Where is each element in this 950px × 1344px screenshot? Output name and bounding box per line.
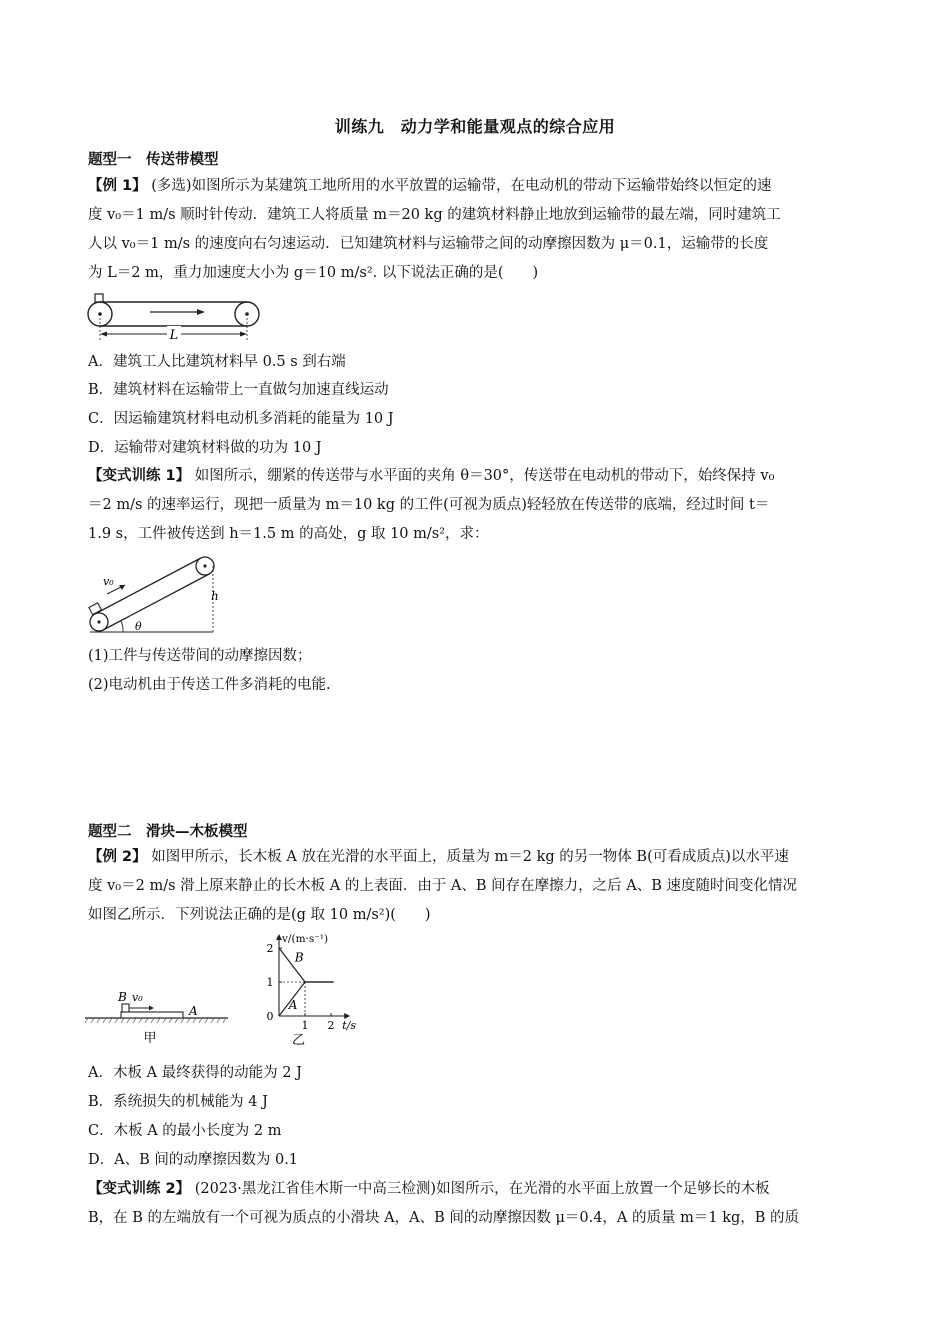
y-tick-label: 2 [266,942,274,955]
variant1-tag: 【变式训练 1】 [88,468,191,484]
example1-text-1: (多选)如图所示为某建筑工地所用的水平放置的运输带，在电动机的带动下运输带始终以恒定的速 [151,178,772,194]
material-block [95,294,103,302]
fig-jia-caption: 甲 [143,1031,157,1046]
example2-option-a: A．木板 A 最终获得的动能为 2 J [88,1065,302,1081]
board-a [121,1012,183,1018]
angle-label: θ [135,620,142,633]
example2-option-d: D．A、B 间的动摩擦因数为 0.1 [88,1152,299,1168]
length-label: L [169,328,179,343]
example1-line-3: 人以 v₀＝1 m/s 的速度向右匀速运动．已知建筑材料与运输带之间的动摩擦因数为 μ＝0.1，运输带的长度 [88,236,769,252]
example1-option-a: A．建筑工人比建筑材料早 0.5 s 到右端 [88,354,346,370]
variant1-line-3: 1.9 s，工件被传送到 h＝1.5 m 的高处，g 取 10 m/s²，求： [88,526,489,542]
page-title: 训练九 动力学和能量观点的综合应用 [334,117,616,136]
example2-option-b: B．系统损失的机械能为 4 J [88,1094,268,1110]
variant1-text-1: 如图所示，绷紧的传送带与水平面的夹角 θ＝30°，传送带在电动机的带动下，始终保持 v₀ [194,468,775,484]
example2-line-1 [88,847,789,867]
series-b-label: B [294,950,304,965]
y-axis-label: v/(m·s⁻¹) [282,933,329,945]
horizontal-conveyor-figure [85,290,265,346]
example2-tag: 【例 2】 [88,849,147,865]
series-a-line [279,982,334,1016]
board-slider-figure [85,975,235,1047]
example1-line-2: 度 v₀＝1 m/s 顺时针传动．建筑工人将质量 m＝20 kg 的建筑材料静止地放到运输带的最左端，同时建筑工 [88,207,781,223]
variant1-question-2: (2)电动机由于传送工件多消耗的电能. [88,677,331,693]
example2-option-c: C．木板 A 的最小长度为 2 m [88,1123,282,1139]
example1-option-d: D．运输带对建筑材料做的功为 10 J [88,440,322,456]
inclined-conveyor-figure [85,552,230,634]
y-tick-label: 0 [266,1010,274,1023]
block-b [122,1004,129,1012]
x-tick-label: 1 [301,1019,309,1032]
variant1-question-1: (1)工件与传送带间的动摩擦因数； [88,648,312,664]
fig-yi-caption: 乙 [291,1033,306,1048]
section-heading-2: 题型二 滑块—木板模型 [88,824,248,840]
section-heading-1: 题型一 传送带模型 [88,152,219,168]
variant1-line-2: ＝2 m/s 的速率运行，现把一质量为 m＝10 kg 的工件(可视为质点)轻轻放在传送带的底端，经过时间 t＝ [88,497,770,513]
x-tick-label: 2 [327,1019,335,1032]
fig-jia-label-a: A [189,1004,198,1018]
example2-line-2: 度 v₀＝2 m/s 滑上原来静止的长木板 A 的上表面．由于 A、B 间存在摩擦力，之后 A、B 速度随时间变化情况 [88,878,798,894]
variant2-line-2: B，在 B 的左端放有一个可视为质点的小滑块 A，A、B 间的动摩擦因数 μ＝0.4，A 的质量 m＝1 kg，B 的质 [88,1210,800,1226]
height-label: h [211,589,219,603]
series-b-line [279,948,334,982]
variant2-tag: 【变式训练 2】 [88,1181,191,1197]
example1-line-1 [88,176,772,196]
variant2-line-1 [88,1179,770,1199]
x-axis-label: t/s [342,1019,356,1032]
series-a-label: A [288,998,298,1013]
variant2-text-1: (2023·黑龙江省佳木斯一中高三检测)如图所示，在光滑的水平面上放置一个足够长的木板 [194,1181,770,1197]
example2-text-1: 如图甲所示，长木板 A 放在光滑的水平面上，质量为 m＝2 kg 的另一物体 B(可看成质点)以水平速 [151,849,789,865]
fig-jia-label-b: B [118,990,127,1004]
variant1-line-1 [88,466,774,486]
example1-option-c: C．因运输建筑材料电动机多消耗的能量为 10 J [88,411,394,427]
vt-graph [255,928,385,1048]
fig-jia-label-v: v₀ [132,991,143,1004]
example1-option-b: B．建筑材料在运输带上一直做匀加速直线运动 [88,382,389,398]
example1-tag: 【例 1】 [88,178,147,194]
y-tick-label: 1 [266,976,274,989]
example1-line-4: 为 L＝2 m，重力加速度大小为 g＝10 m/s². 以下说法正确的是( ) [88,265,539,281]
velocity-label: v₀ [103,575,114,588]
example2-line-3: 如图乙所示．下列说法正确的是(g 取 10 m/s²)( ) [88,907,431,923]
